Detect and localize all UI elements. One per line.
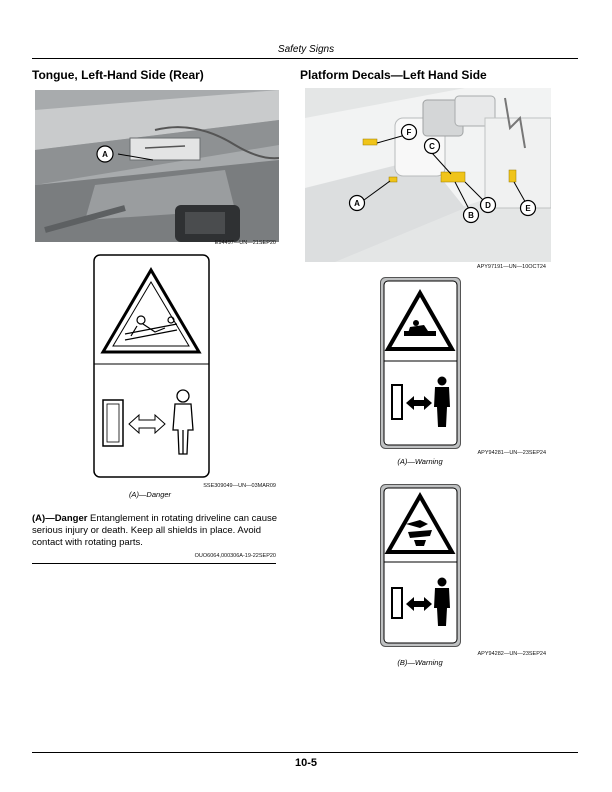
warning-b-code: APY94282—UN—23SEP24	[477, 651, 546, 657]
right-photo-code: APY97191—UN—10OCT24	[476, 264, 546, 270]
warning-decal-a	[380, 277, 461, 449]
warning-a-caption: (A)—Warning	[397, 457, 443, 466]
danger-description	[32, 513, 282, 549]
callout-b-label: B	[468, 211, 474, 220]
callout-a-label: A	[354, 199, 360, 208]
left-reference-code: OUO6064,000306A-19-22SEP20	[194, 553, 276, 559]
warning-b-caption: (B)—Warning	[397, 658, 443, 667]
callout-a-label: A	[102, 150, 108, 159]
left-section-heading: Tongue, Left-Hand Side (Rear)	[32, 68, 204, 82]
tongue-photo	[35, 90, 279, 242]
left-section-rule	[32, 563, 276, 564]
danger-description-lead: (A)—Danger	[32, 513, 88, 524]
header-rule	[32, 58, 578, 59]
running-header: Safety Signs	[277, 44, 335, 55]
right-section-heading: Platform Decals—Left Hand Side	[300, 68, 487, 82]
callout-d-label: D	[485, 201, 491, 210]
danger-decal-caption: (A)—Danger	[128, 490, 172, 499]
warning-a-code: APY94281—UN—23SEP24	[477, 450, 546, 456]
danger-decal-code: SSE309049—UN—03MAR09	[203, 483, 276, 489]
warning-decal-b	[380, 484, 461, 647]
danger-description-body: Entanglement in rotating driveline can cause serious injury or death. Keep all shields in place. Avoid contact with rotating parts.	[32, 513, 278, 548]
left-photo-code: E94497—UN—21SEP20	[214, 240, 276, 246]
footer-rule	[32, 752, 578, 753]
callout-e-label: E	[525, 204, 531, 213]
platform-photo	[305, 88, 551, 262]
callout-c-label: C	[429, 142, 435, 151]
page-number: 10-5	[294, 757, 318, 769]
callout-f-label: F	[406, 128, 412, 137]
danger-decal	[93, 254, 210, 478]
